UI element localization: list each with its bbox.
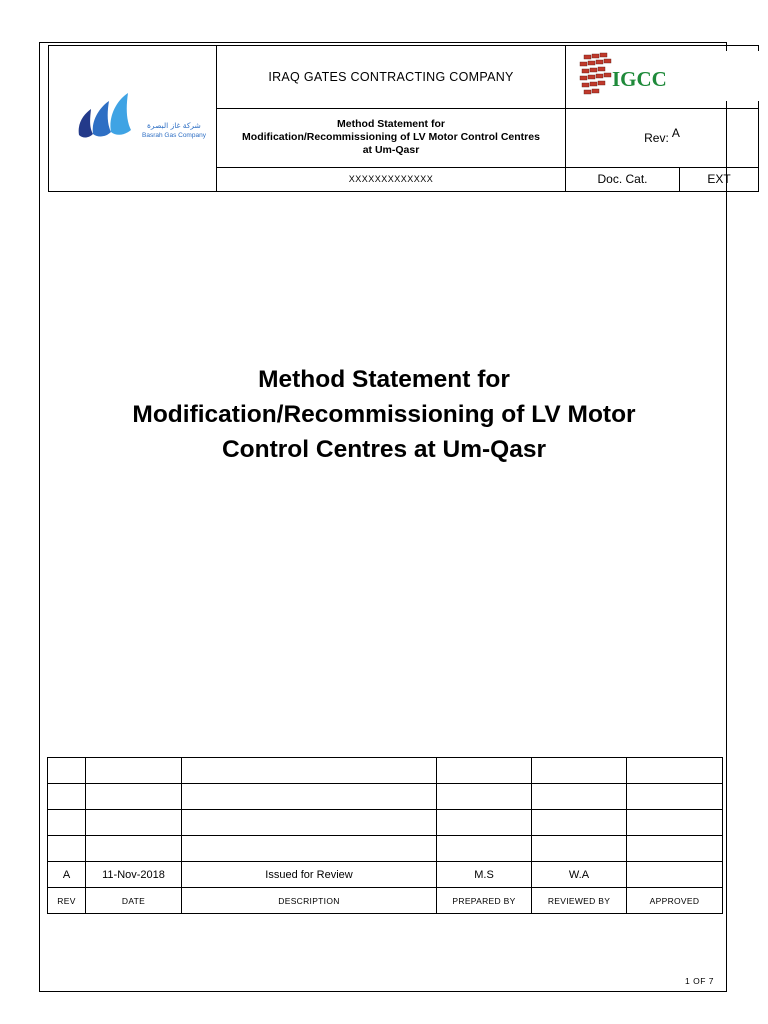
- header-rev: REV: [48, 888, 86, 914]
- header-table: [48, 45, 759, 192]
- reviewed-by-cell: W.A: [532, 862, 627, 888]
- document-title: Method Statement for Modification/Recommissioning of LV Motor Control Centres at Um-Qasr: [217, 108, 566, 167]
- header-date: DATE: [86, 888, 182, 914]
- page-number: 1 OF 7: [685, 976, 714, 986]
- doc-category-value: EXT: [680, 167, 759, 191]
- company-name: IRAQ GATES CONTRACTING COMPANY: [217, 46, 566, 109]
- header-reviewed-by: REVIEWED BY: [532, 888, 627, 914]
- svg-text:IGCC: IGCC: [612, 67, 667, 92]
- doc-category-label: Doc. Cat.: [566, 167, 680, 191]
- svg-text:Basrah Gas Company: Basrah Gas Company: [142, 132, 206, 139]
- approved-cell: [627, 862, 723, 888]
- header-description: DESCRIPTION: [182, 888, 437, 914]
- document-page: [39, 42, 731, 992]
- header-approved: APPROVED: [627, 888, 723, 914]
- table-row: [48, 862, 723, 888]
- igcc-logo: [566, 46, 759, 102]
- rev-value: A: [671, 125, 680, 140]
- igcc-logo-cell: [566, 46, 759, 109]
- basrah-gas-logo-cell: [49, 46, 217, 192]
- rev-label: Rev:: [644, 130, 669, 145]
- revision-table: [47, 757, 723, 914]
- description-cell: Issued for Review: [182, 862, 437, 888]
- table-row: [48, 758, 723, 784]
- table-row: [48, 836, 723, 862]
- header-prepared-by: PREPARED BY: [437, 888, 532, 914]
- document-number: XXXXXXXXXXXXX: [217, 167, 566, 191]
- date-cell: 11-Nov-2018: [86, 862, 182, 888]
- main-title: Method Statement for Modification/Recommissioning of LV Motor Control Centres at Um-Qasr: [132, 366, 636, 463]
- basrah-gas-logo: [49, 46, 217, 186]
- table-header-row: [48, 888, 723, 914]
- svg-text:شركة غاز البصرة: شركة غاز البصرة: [147, 121, 201, 130]
- revision-cell: [566, 108, 759, 167]
- table-row: [48, 784, 723, 810]
- rev-value-cell: A: [48, 862, 86, 888]
- prepared-by-cell: M.S: [437, 862, 532, 888]
- table-row: [48, 810, 723, 836]
